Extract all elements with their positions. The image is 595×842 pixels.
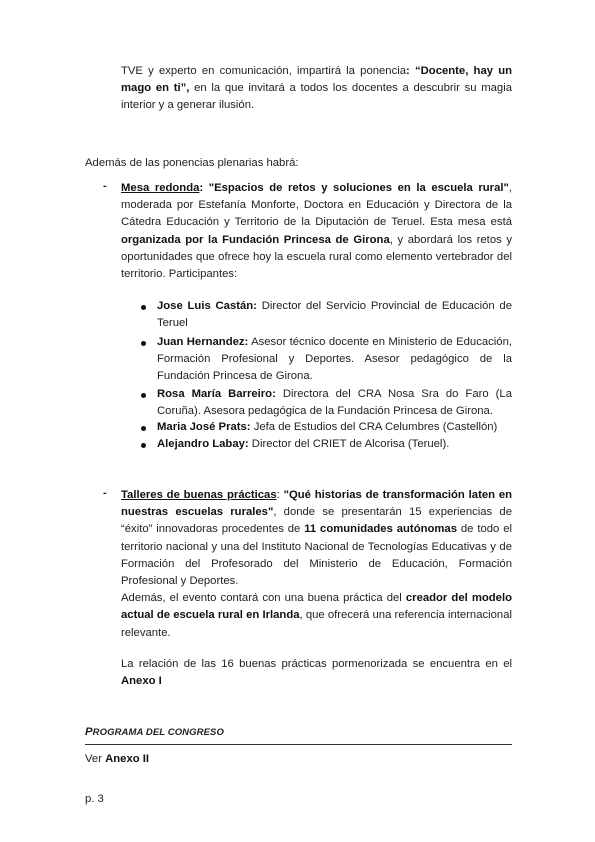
intro-colon: :	[406, 65, 415, 77]
talleres-title: "Qué historias de transformación laten en nuestras escuelas rurales"	[121, 489, 512, 519]
mesa-dash: -	[103, 180, 107, 192]
talleres-dash: -	[103, 487, 107, 499]
ver-text: Ver	[85, 753, 106, 765]
intro-text-2: en la que invitará a todos los docentes a descubrir su magia interior y a generar ilusión.	[121, 82, 512, 112]
intro-paragraph	[121, 63, 512, 115]
participant-item	[157, 436, 512, 453]
intro-talk-title: “Docente, hay un mago en ti”,	[121, 65, 513, 95]
bullet-icon	[141, 426, 146, 431]
participant-item	[157, 386, 512, 420]
participant-desc: Director del CRIET de Alcorisa (Teruel).	[248, 438, 450, 450]
participant-name: Alejandro Labay:	[157, 438, 249, 450]
anexo-link: Anexo I	[121, 675, 162, 688]
talleres-communities: 11 comunidades autónomas	[304, 523, 458, 536]
participant-desc: Directora del CRA Nosa Sra do Faro (La Coruña). Asesora pedagógica de la Fundación Princesa de Girona.	[157, 388, 512, 418]
talleres-label: Talleres de buenas prácticas	[121, 489, 277, 501]
talleres-paragraph	[121, 487, 512, 642]
programa-heading	[85, 726, 224, 738]
intro-text-1: TVE y experto en comunicación, impartirá la ponencia	[121, 65, 407, 77]
talleres-ireland: creador del modelo actual de escuela rural en Irlanda	[121, 592, 513, 622]
additional-line: Además de las ponencias plenarias habrá:	[85, 157, 299, 169]
bullet-icon	[141, 443, 146, 448]
anexo-ii: Anexo II	[105, 753, 150, 765]
participant-item	[157, 334, 512, 386]
anexo-reference	[121, 656, 512, 690]
talleres-text-1: , donde se presentarán 15 experiencias de “éxito” innovadoras procedentes de	[121, 506, 512, 536]
mesa-label: Mesa redonda	[121, 182, 200, 194]
talleres-colon: :	[276, 489, 284, 501]
talleres-text-2: de todo el territorio nacional y una del Instituto Nacional de Tecnologías Educativas y de Formación del Profesorado del Ministerio de Educación, Formación Profesional y Deportes.	[121, 523, 513, 588]
mesa-text-1: , moderada por Estefanía Monforte, Doctora en Educación y Directora de la Cátedra Educación y Territorio de la Diputación de Teruel. Esta mesa está	[121, 182, 512, 229]
participant-desc: Jefa de Estudios del CRA Celumbres (Castellón)	[250, 421, 498, 433]
participant-item	[157, 298, 512, 332]
talleres-text-3: Además, el evento contará con una buena práctica del	[121, 592, 406, 605]
mesa-title: : "Espacios de retos y soluciones en la escuela rural"	[199, 182, 509, 194]
participant-name: Juan Hernandez:	[157, 336, 249, 348]
bullet-icon	[141, 393, 146, 398]
page-number: p. 3	[85, 793, 104, 805]
participant-desc: Asesor técnico docente en Ministerio de Educación, Formación Profesional y Deportes. Asesor pedagógico de la Fundación Princesa de Girona.	[157, 336, 512, 383]
talleres-text-4: , que ofrecerá una referencia internacional relevante.	[121, 609, 512, 639]
bullet-icon	[141, 305, 146, 310]
mesa-paragraph	[121, 180, 512, 283]
anexo-text: La relación de las 16 buenas prácticas pormenorizada se encuentra en el	[121, 658, 512, 670]
heading-initial: P	[85, 726, 93, 738]
programa-ver	[85, 751, 512, 768]
participant-name: Maria José Prats:	[157, 421, 251, 433]
mesa-organizer: organizada por la Fundación Princesa de Girona	[121, 233, 390, 246]
participant-name: Rosa María Barreiro:	[157, 388, 276, 400]
participant-desc: Director del Servicio Provincial de Educación de Teruel	[157, 300, 512, 330]
heading-divider	[85, 744, 512, 745]
participant-name: Jose Luis Castán:	[157, 300, 257, 312]
mesa-text-2: , y abordará los retos y oportunidades que ofrece hoy la escuela rural como elemento vertebrador del territorio. Participantes:	[121, 233, 513, 281]
participant-item	[157, 419, 512, 436]
bullet-icon	[141, 341, 146, 346]
heading-rest: ROGRAMA DEL CONGRESO	[92, 727, 224, 738]
